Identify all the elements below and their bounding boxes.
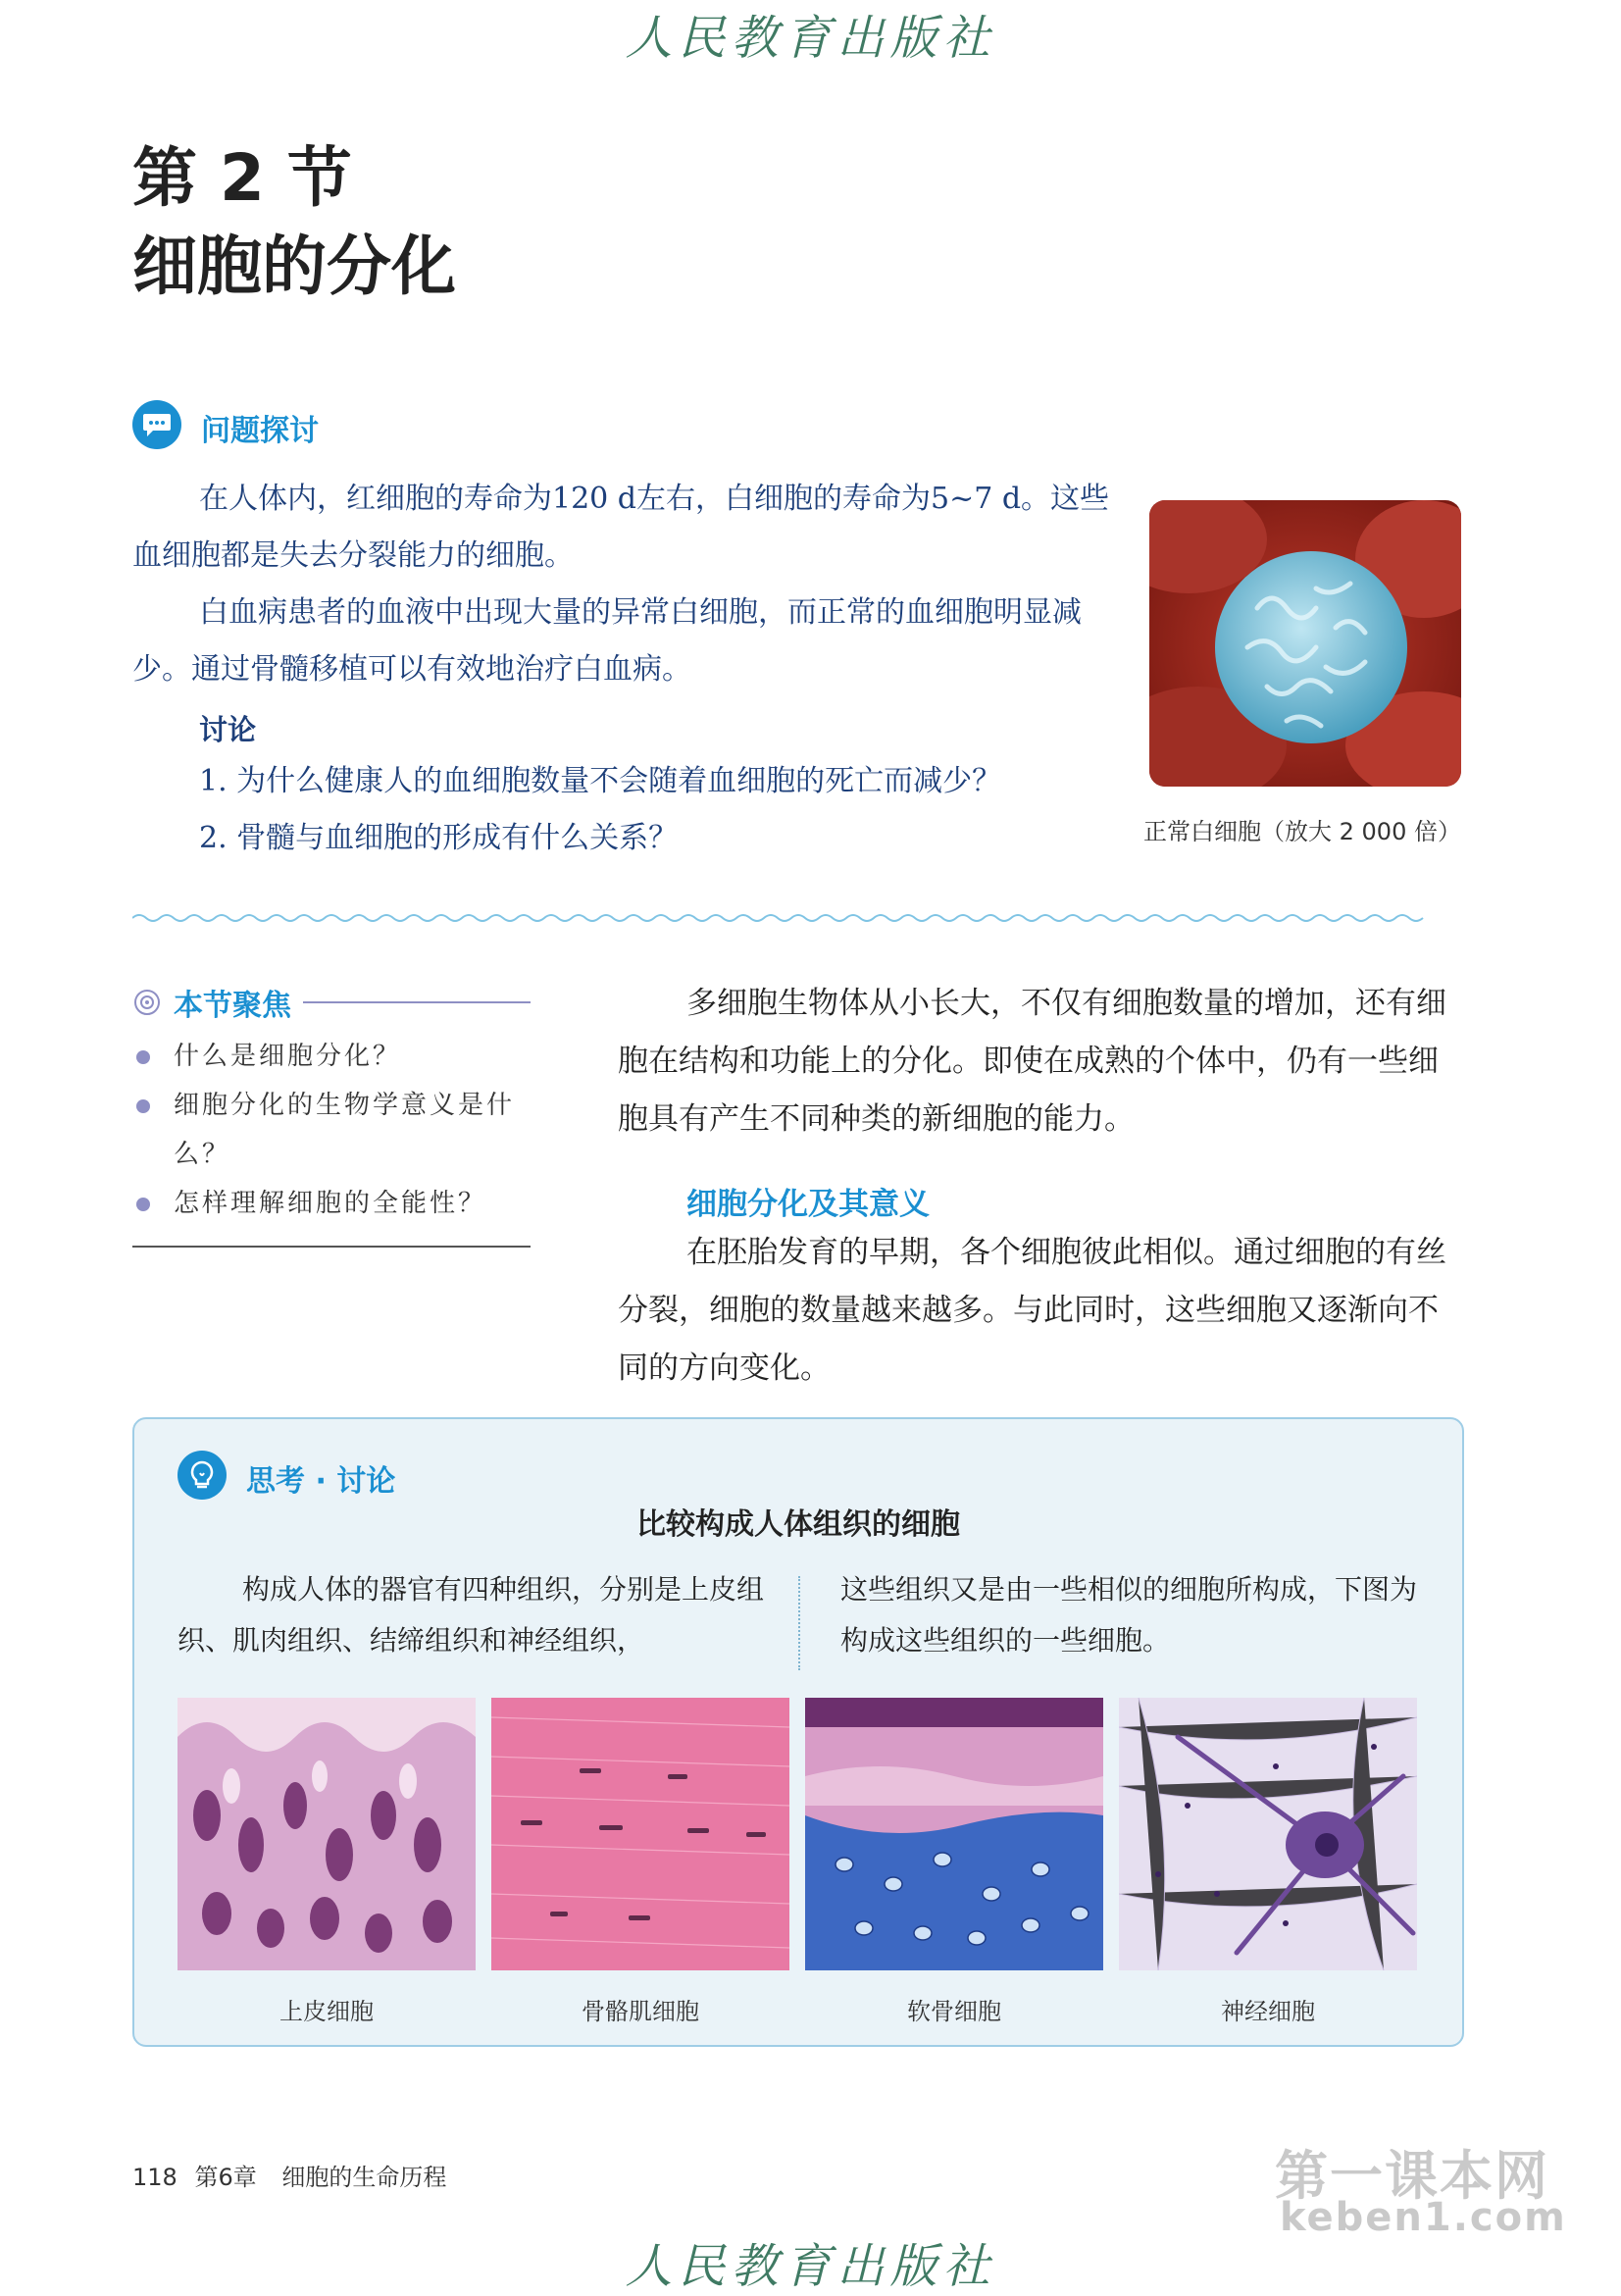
chat-bubble-icon <box>132 400 181 449</box>
epithelial-cell-image <box>177 1698 476 1970</box>
cartilage-cell-image <box>805 1698 1103 1970</box>
problem-paragraph-1: 在人体内，红细胞的寿命为120 d左右，白细胞的寿命为5~7 d。这些血细胞都是失去分裂能力的细胞。 <box>132 482 1110 573</box>
question-2: 2. 骨髓与血细胞的形成有什么关系？ <box>199 821 679 855</box>
think-text-right: 这些组织又是由一些相似的细胞所构成，下图为构成这些组织的一些细胞。 <box>840 1573 1418 1657</box>
think-text-left: 构成人体的器官有四种组织，分别是上皮组织、肌肉组织、结缔组织和神经组织， <box>177 1573 765 1657</box>
page-footer <box>132 2158 446 2192</box>
wavy-divider <box>132 910 1462 926</box>
focus-title: 本节聚焦 <box>174 989 291 1023</box>
tissue-caption: 神经细胞 <box>1221 1998 1315 2025</box>
problem-heading: 问题探讨 <box>201 414 319 448</box>
tissue-caption: 骨骼肌细胞 <box>582 1998 699 2025</box>
lightbulb-icon <box>177 1451 227 1500</box>
publisher-logo-bottom: 人民教育出版社 <box>625 2239 996 2294</box>
page-number: 118 <box>132 2164 177 2191</box>
intro-paragraph: 多细胞生物体从小长大，不仅有细胞数量的增加，还有细胞在结构和功能上的分化。即使在成熟的个体中，仍有一些细胞具有产生不同种类的新细胞的能力。 <box>618 986 1446 1137</box>
target-icon <box>132 988 162 1017</box>
white-blood-cell-photo <box>1149 500 1461 787</box>
subsection-paragraph: 在胚胎发育的早期，各个细胞彼此相似。通过细胞的有丝分裂，细胞的数量越来越多。与此同时，这些细胞又逐渐向不同的方向变化。 <box>618 1235 1446 1386</box>
section-focus-box <box>132 981 531 1248</box>
watermark-cn: 第一课本网 <box>1275 2145 1549 2207</box>
watermark-url: keben1.com <box>1280 2195 1567 2240</box>
think-heading: 思考 · 讨论 <box>246 1464 396 1499</box>
nerve-cell-image <box>1119 1698 1417 1970</box>
publisher-logo-top: 人民教育出版社 <box>625 11 996 66</box>
chapter-label: 第6章 <box>194 2164 257 2191</box>
section-title: 细胞的分化 <box>132 229 456 304</box>
tissue-caption: 软骨细胞 <box>907 1998 1001 2025</box>
section-number: 第 2 节 <box>132 140 352 216</box>
subsection-title: 细胞分化及其意义 <box>686 1187 930 1222</box>
focus-item: 细胞分化的生物学意义是什么？ <box>132 1081 531 1179</box>
photo-caption: 正常白细胞（放大 2 000 倍） <box>1143 818 1461 845</box>
think-title: 比较构成人体组织的细胞 <box>636 1507 960 1542</box>
focus-item: 怎样理解细胞的全能性？ <box>132 1179 531 1228</box>
tissue-caption: 上皮细胞 <box>279 1998 374 2025</box>
skeletal-muscle-cell-image <box>491 1698 789 1970</box>
think-discuss-box <box>132 1417 1464 2047</box>
problem-paragraph-2: 白血病患者的血液中出现大量的异常白细胞，而正常的血细胞明显减少。通过骨髓移植可以有效地治疗白血病。 <box>132 595 1082 687</box>
discuss-label: 讨论 <box>199 713 257 746</box>
chapter-title: 细胞的生命历程 <box>281 2164 447 2191</box>
focus-item: 什么是细胞分化？ <box>132 1032 531 1081</box>
question-1: 1. 为什么健康人的血细胞数量不会随着血细胞的死亡而减少？ <box>199 764 1002 798</box>
column-divider <box>798 1576 800 1670</box>
